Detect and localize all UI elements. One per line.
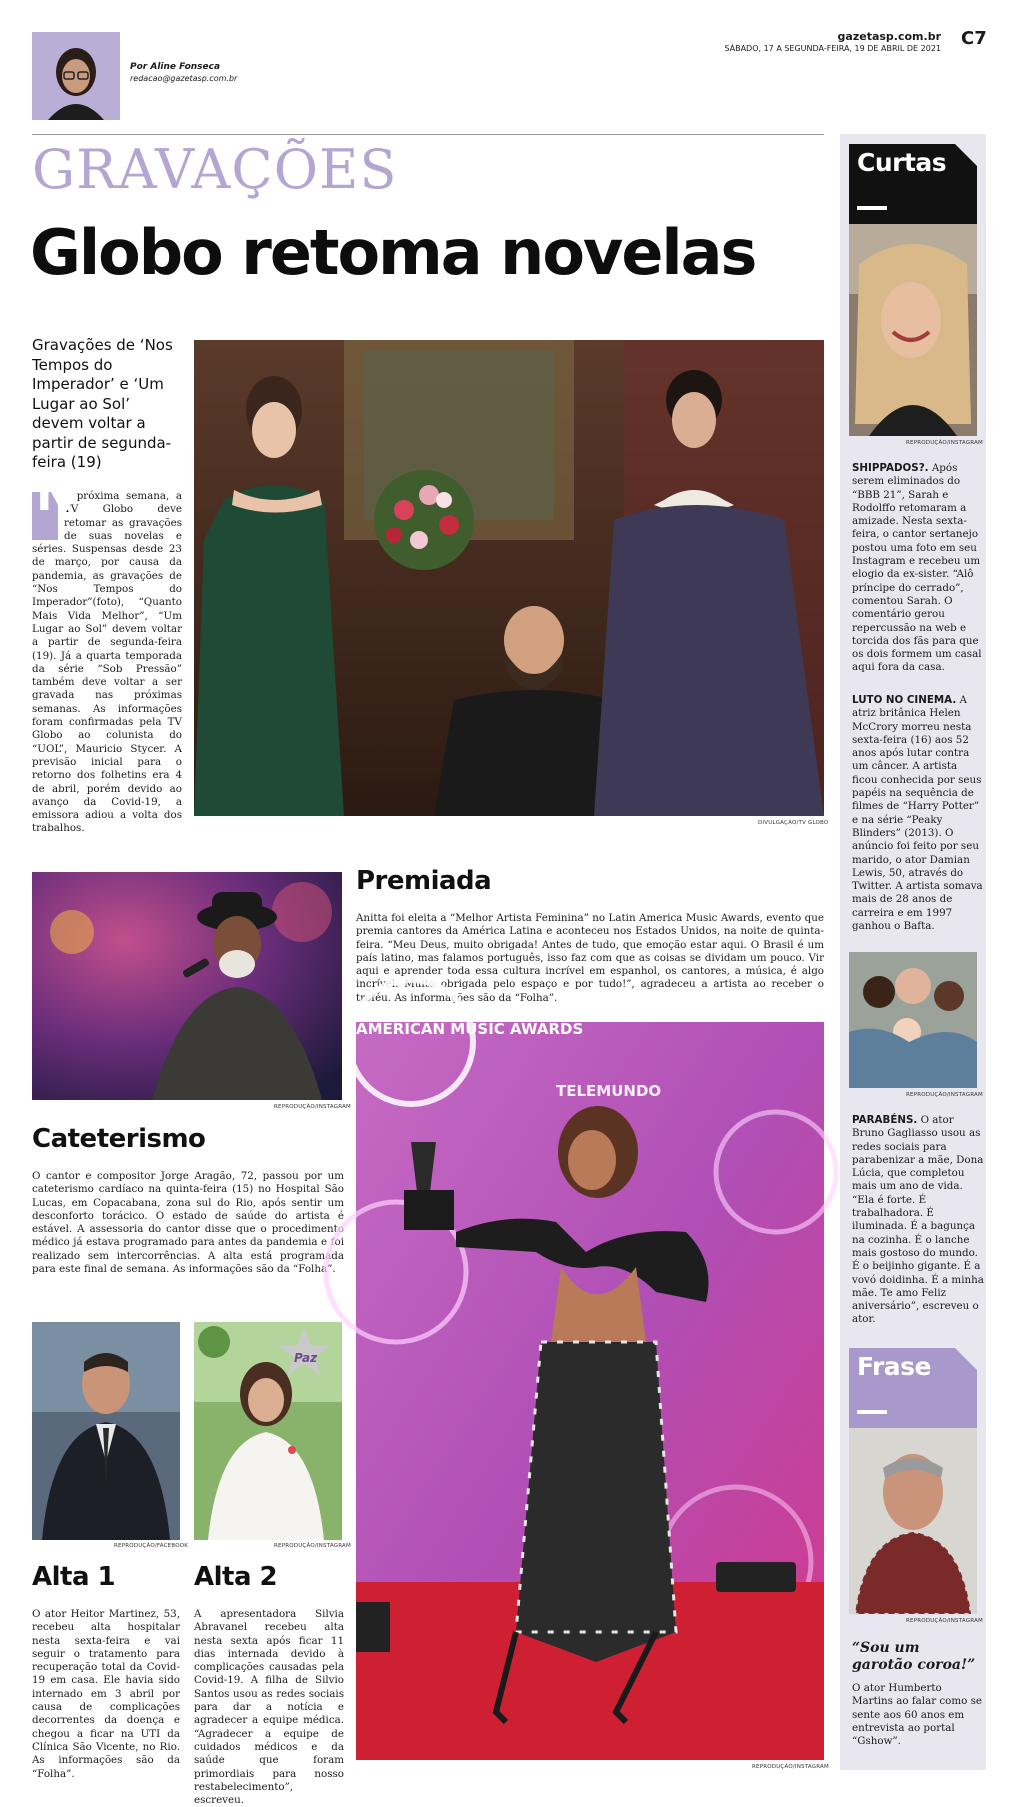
page-number: C7: [961, 28, 987, 49]
humberto-martins-photo: [849, 1428, 977, 1614]
frase-attribution: O ator Humberto Martins ao falar como se sente aos 60 anos em entrevista ao portal “Gshow”.: [852, 1682, 982, 1748]
curtas-item-luto: [852, 694, 984, 933]
frase-quote: “Sou um garotão coroa!”: [852, 1640, 976, 1673]
anitta-photo: [356, 1022, 824, 1760]
shippados-body: Após serem eliminados do “BBB 21”, Sarah e Rodolffo retomaram a amizade. Nesta sexta-feira, o cantor sertanejo postou uma foto em seu Instagram e recebeu um elogio da ex-sister. “Alô príncipe do cerrado”, comentou Sarah. O comentário gerou repercussão na web e torcida dos fãs para que os dois formem um casal aqui fora da casa.: [852, 462, 982, 674]
alta1-body: O ator Heitor Martinez, 53, recebeu alta hospitalar nesta sexta-feira e vai seguir o tratamento para recuperação total da Covid-19 em casa. Ele havia sido internado em 3 abril por causa de complicações decorrentes da doença e chegou a ficar na UTI da Clínica São Vicente, no Rio. As informações são da “Folha”.: [32, 1608, 180, 1780]
site-name[interactable]: gazetasp.com.br: [837, 30, 941, 43]
humberto-photo-credit: REPRODUÇÃO/INSTAGRAM: [906, 1618, 983, 1624]
curtas-item-parabens: [852, 1114, 984, 1327]
luto-lead: LUTO NO CINEMA.: [852, 694, 957, 706]
paz-sign-text: Paz: [294, 1351, 318, 1365]
jorge-aragao-photo: [32, 872, 342, 1100]
parabens-body: O ator Bruno Gagliasso usou as redes sociais para parabenizar a mãe, Dona Lúcia, que completou mais um ano de vida. “Ela é forte. É trabalhadora. É iluminada. É a bagunça na cozinha. É o lanche mais gostoso do mundo. É o beijinho gigante. É a vovó doidinha. É a minha mãe. Te amo Feliz aniversário”, escreveu o ator.: [852, 1114, 984, 1326]
curtas-tag: [849, 144, 977, 224]
drop-cap: N: [32, 492, 58, 540]
alta2-title: Alta 2: [194, 1562, 278, 1592]
author-email[interactable]: redacao@gazetasp.com.br: [130, 74, 238, 83]
premiada-title: Premiada: [356, 866, 492, 896]
frase-tag-bar: [857, 1410, 887, 1414]
frase-tag: [849, 1348, 977, 1428]
cateterismo-photo-credit: REPRODUÇÃO/INSTAGRAM: [274, 1104, 351, 1110]
alta1-photo-credit: REPRODUÇÃO/FACEBOOK: [114, 1543, 189, 1549]
gagliasso-family-photo: [849, 952, 977, 1088]
ama-backdrop-text: AMERICAN MUSIC AWARDS: [356, 1020, 584, 1038]
novela-cast-photo: [194, 340, 824, 816]
headline: Globo retoma novelas: [30, 216, 756, 289]
premiada-body: Anitta foi eleita a “Melhor Artista Feminina” no Latin America Music Awards, evento que premia cantores da América Latina e aconteceu nos Estados Unidos, na noite de quinta-feira. “Meu Deus, muito obrigada! Antes de tudo, que emoção estar aqui. O Brasil é um país latino, mas falamos português, isso faz com que as coisas se dividam um pouco. Vir aqui e aprender toda essa cultura incrível em espanhol, os cantores, a música, é algo incrível. Muito obrigada pelo espaço e por tudo!”, agradeceu a artista ao receber o troféu. As informações são da “Folha”.: [356, 912, 824, 1004]
alta2-body: A apresentadora Silvia Abravanel recebeu alta nesta sexta após ficar 11 dias internada devido à complicações causadas pela Covid-19. A filha de Silvio Santos usou as redes sociais para dar a notícia e agradecer a equipe médica. “Agradecer a equipe de cuidados médicos e da saúde que foram primordiais para nosso restabelecimento”, escreveu.: [194, 1608, 344, 1807]
curtas-item-shippados: [852, 462, 984, 675]
anitta-photo-credit: REPRODUÇÃO/INSTAGRAM: [752, 1764, 829, 1770]
main-body: [32, 467, 182, 836]
alta2-photo-credit: REPRODUÇÃO/INSTAGRAM: [274, 1543, 351, 1549]
main-body-text: a próxima semana, a TV Globo deve retomar as gravações de suas novelas e séries. Suspensas desde 23 de março, por causa da pandemia, as gravações de “Nos Tempos do Imperador”(foto), “Quanto Mais Vida Melhor”, “Um Lugar ao Sol” devem voltar a partir de segunda-feira (19). Já a quarta temporada da série “Sob Pressão” também deve voltar a ser gravada nas próximas semanas. As informações foram confirmadas pela TV Globo ao colunista do “UOL”, Mauricio Stycer. A previsão inicial para o retorno dos folhetins era 4 de abril, porém devido ao avanço da Covid-19, a emissora adiou a volta dos trabalhos.: [32, 490, 182, 835]
luto-body: A atriz britânica Helen McCrory morreu nesta sexta-feira (16) aos 52 anos após lutar contra um câncer. A artista ficou conhecida por seus papéis na sequência de filmes de “Harry Potter” e na série “Peaky Blinders” (2013). O anúncio foi feito por seu marido, o ator Damian Lewis, 50, através do Twitter. A artista somava mais de 28 anos de carreira e em 1997 ganhou o Bafta.: [852, 694, 983, 933]
dek: Gravações de ‘Nos Tempos do Imperador’ e ‘Um Lugar ao Sol’ devem voltar a partir de segunda-feira (19): [32, 336, 173, 471]
author-avatar: [32, 32, 120, 120]
author-name: Por Aline Fonseca: [130, 62, 221, 72]
frase-title: Frase: [857, 1352, 932, 1381]
cateterismo-body: O cantor e compositor Jorge Aragão, 72, passou por um cateterismo cardíaco na quinta-feira (15) no Hospital São Lucas, em Copacabana, zona sul do Rio, após sentir um desconforto torácico. O estado de saúde do artista é estável. A assessoria do cantor disse que o procedimento médico já estava programado para antes da pandemia e foi realizado sem intercorrências. A alta está programada para este final de semana. As informações são da “Folha”.: [32, 1170, 344, 1276]
alta1-title: Alta 1: [32, 1562, 116, 1592]
cateterismo-title: Cateterismo: [32, 1124, 206, 1154]
silvia-abravanel-photo: [194, 1322, 342, 1540]
dateline: SÁBADO, 17 A SEGUNDA-FEIRA, 19 DE ABRIL DE 2021: [724, 44, 941, 53]
sarah-photo: [849, 224, 977, 436]
curtas-title: Curtas: [857, 148, 947, 177]
gagliasso-photo-credit: REPRODUÇÃO/INSTAGRAM: [906, 1092, 983, 1098]
sarah-photo-credit: REPRODUÇÃO/INSTAGRAM: [906, 440, 983, 446]
curtas-tag-bar: [857, 206, 887, 210]
parabens-lead: PARABÉNS.: [852, 1114, 918, 1126]
main-photo-credit: DIVULGAÇÃO/TV GLOBO: [758, 820, 829, 826]
telemundo-backdrop-text: TELEMUNDO: [556, 1082, 662, 1100]
shippados-lead: SHIPPADOS?.: [852, 462, 929, 474]
section-title: GRAVAÇÕES: [32, 138, 398, 201]
heitor-martinez-photo: [32, 1322, 180, 1540]
header-rule: [32, 134, 824, 135]
